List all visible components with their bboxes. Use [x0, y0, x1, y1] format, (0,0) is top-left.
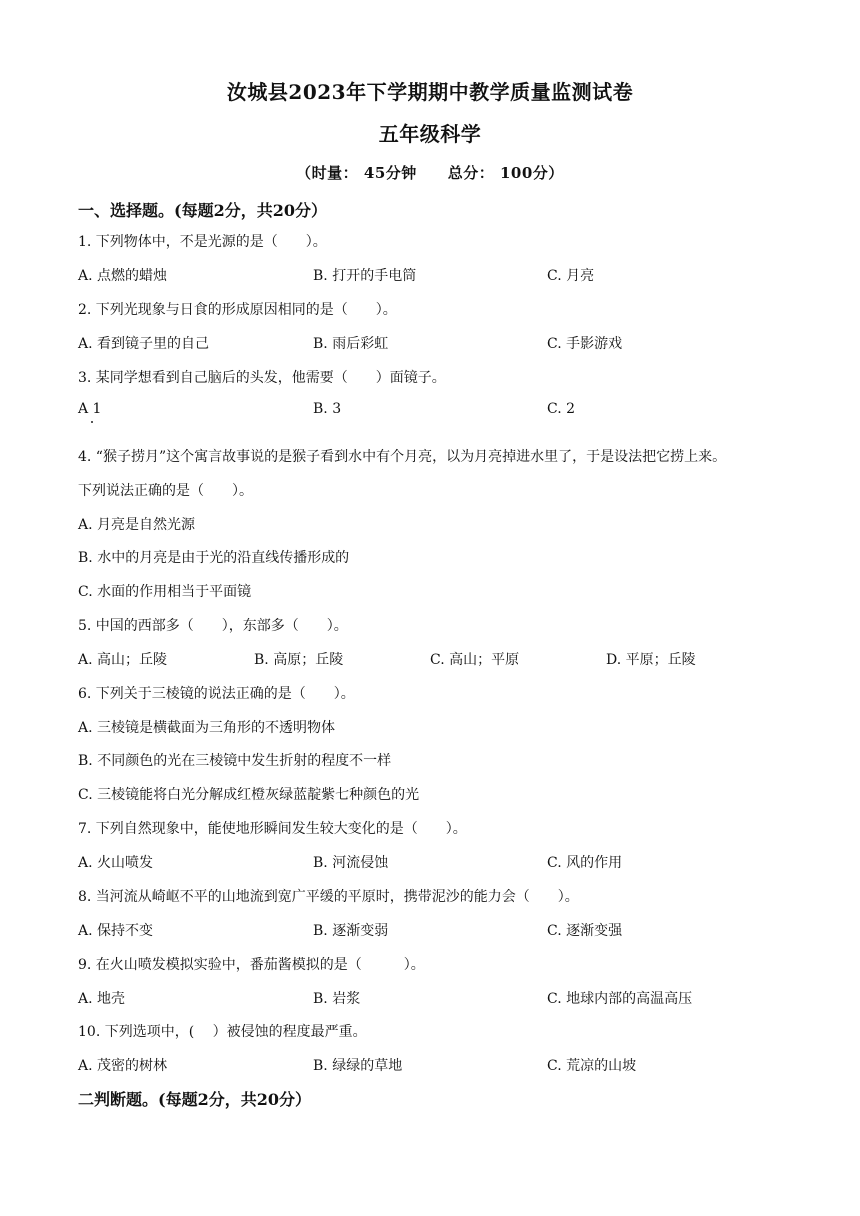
option: B. 河流侵蚀 — [313, 855, 389, 871]
option: A. 茂密的树林 — [78, 1058, 168, 1074]
option: B. 3 — [313, 401, 342, 417]
question-stem: 8. 当河流从崎岖不平的山地流到宽广平缓的平原时，携带泥沙的能力会（ ）。 — [78, 889, 579, 905]
exam-subject: 五年级科学 — [378, 122, 482, 146]
question-stem: 4. “猴子捞月”这个寓言故事说的是猴子看到水中有个月亮，以为月亮掉进水里了，于是设法把它捞上来。 — [78, 449, 727, 465]
exam-meta: （时量： 45分钟 总分： 100分） — [296, 164, 564, 182]
question-stem-continued: 下列说法正确的是（ ）。 — [78, 483, 253, 499]
question-stem: 2. 下列光现象与日食的形成原因相同的是（ ）。 — [78, 302, 397, 318]
option: A. 地壳 — [78, 991, 126, 1007]
option: A. 看到镜子里的自己 — [78, 336, 210, 352]
option: B. 雨后彩虹 — [313, 336, 389, 352]
option: B. 水中的月亮是由于光的沿直线传播形成的 — [78, 550, 350, 566]
question-stem: 3. 某同学想看到自己脑后的头发，他需要（ ）面镜子。 — [78, 370, 446, 386]
period-mark — [91, 421, 93, 423]
option: C. 地球内部的高温高压 — [547, 991, 693, 1007]
option: B. 不同颜色的光在三棱镜中发生折射的程度不一样 — [78, 753, 392, 769]
option: C. 荒凉的山坡 — [547, 1058, 637, 1074]
option: A. 高山；丘陵 — [78, 652, 168, 668]
option: A 1 — [78, 401, 102, 417]
question-stem: 5. 中国的西部多（ ），东部多（ ）。 — [78, 618, 348, 634]
question-stem: 7. 下列自然现象中，能使地形瞬间发生较大变化的是（ ）。 — [78, 821, 467, 837]
option: A. 火山喷发 — [78, 855, 154, 871]
option: A. 三棱镜是横截面为三角形的不透明物体 — [78, 720, 336, 736]
question-stem: 6. 下列关于三棱镜的说法正确的是（ ）。 — [78, 686, 355, 702]
option: C. 月亮 — [547, 268, 595, 284]
option: A. 月亮是自然光源 — [78, 517, 196, 533]
option: B. 绿绿的草地 — [313, 1058, 403, 1074]
exam-title: 汝城县2023年下学期期中教学质量监测试卷 — [226, 80, 634, 104]
option: B. 高原；丘陵 — [254, 652, 344, 668]
question-stem: 1. 下列物体中，不是光源的是（ ）。 — [78, 234, 327, 250]
option: C. 2 — [547, 401, 576, 417]
option: C. 风的作用 — [547, 855, 623, 871]
option: B. 打开的手电筒 — [313, 268, 417, 284]
option: A. 保持不变 — [78, 923, 154, 939]
option: D. 平原；丘陵 — [606, 652, 696, 668]
option: C. 逐渐变强 — [547, 923, 623, 939]
option: B. 逐渐变弱 — [313, 923, 389, 939]
section-heading-judgement: 二判断题。(每题2分，共20分） — [78, 1090, 311, 1109]
option: C. 手影游戏 — [547, 336, 623, 352]
option: C. 三棱镜能将白光分解成红橙灰绿蓝靛紫七种颜色的光 — [78, 787, 420, 803]
question-stem: 9. 在火山喷发模拟实验中，番茄酱模拟的是（ ）。 — [78, 957, 425, 973]
option: C. 水面的作用相当于平面镜 — [78, 584, 252, 600]
question-stem: 10. 下列选项中，( ）被侵蚀的程度最严重。 — [78, 1024, 367, 1040]
option: A. 点燃的蜡烛 — [78, 268, 168, 284]
option: B. 岩浆 — [313, 991, 361, 1007]
option: C. 高山；平原 — [430, 652, 520, 668]
section-heading-choice: 一、选择题。(每题2分，共20分） — [78, 201, 327, 220]
